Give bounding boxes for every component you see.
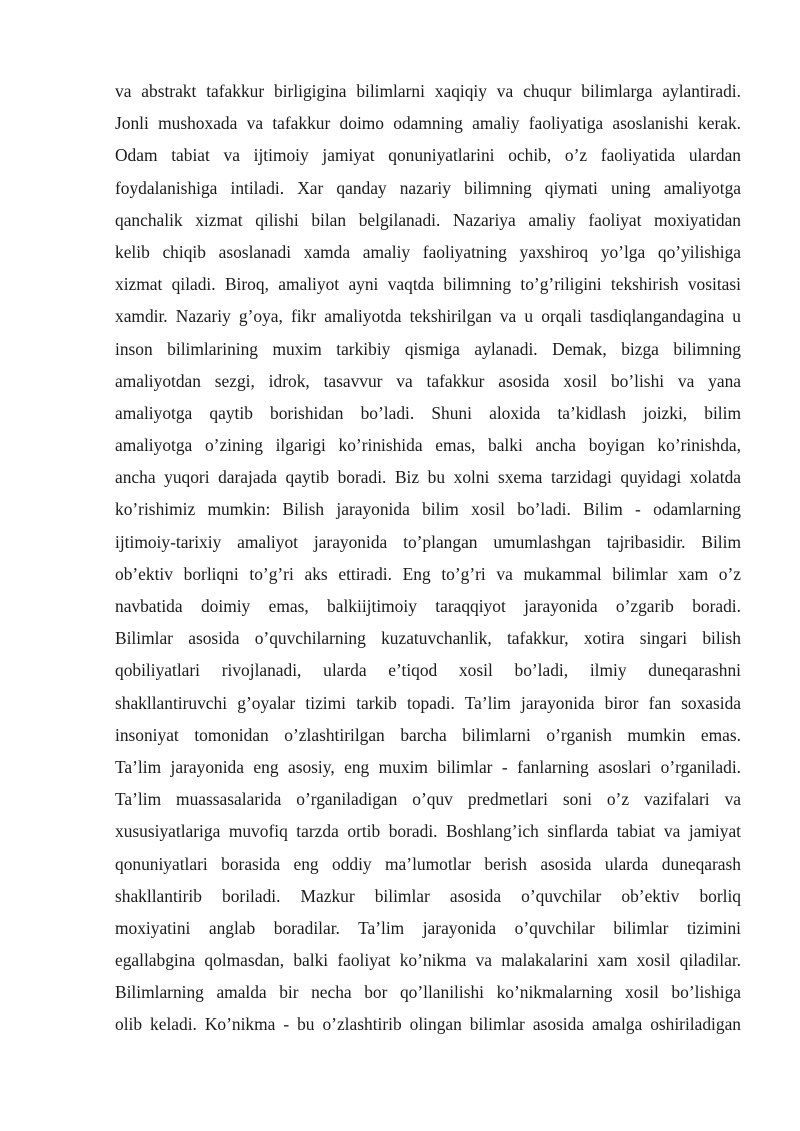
text-line: ancha yuqori darajada qaytib boradi. Biz bu xolni sxema tarzidagi quyidagi xolatda	[115, 467, 741, 488]
text-line: xususiyatlariga muvofiq tarzda ortib boradi. Boshlang’ich sinflarda tabiat va jamiyat	[115, 821, 741, 842]
text-line: shakllantiruvchi g’oyalar tizimi tarkib topadi. Ta’lim jarayonida biror fan soxasida	[115, 692, 741, 713]
text-line: inson bilimlarining muxim tarkibiy qismiga aylanadi. Demak, bizga bilimning	[115, 338, 741, 359]
text-line: shakllantirib boriladi. Mazkur bilimlar asosida o’quvchilar ob’ektiv borliq	[115, 885, 741, 906]
text-line: xizmat qiladi. Biroq, amaliyot ayni vaqtda bilimning to’g’riligini tekshirish vositasi	[115, 274, 741, 295]
text-line: amaliyotdan sezgi, idrok, tasavvur va tafakkur asosida xosil bo’lishi va yana	[115, 370, 741, 391]
text-line: xamdir. Nazariy g’oya, fikr amaliyotda tekshirilgan va u orqali tasdiqlangandagina u	[115, 306, 741, 327]
text-line: kelib chiqib asoslanadi xamda amaliy faoliyatning yaxshiroq yo’lga qo’yilishiga	[115, 241, 741, 262]
text-line: insoniyat tomonidan o’zlashtirilgan barcha bilimlarni o’rganish mumkin emas.	[115, 724, 741, 745]
text-line: egallabgina qolmasdan, balki faoliyat ko’nikma va malakalarini xam xosil qiladilar.	[115, 950, 741, 971]
text-line: Ta’lim jarayonida eng asosiy, eng muxim bilimlar - fanlarning asoslari o’rganiladi.	[115, 756, 741, 777]
text-line: qanchalik xizmat qilishi bilan belgilanadi. Nazariya amaliy faoliyat moxiyatidan	[115, 209, 741, 230]
text-line: Odam tabiat va ijtimoiy jamiyat qonuniyatlarini ochib, o’z faoliyatida ulardan	[115, 145, 741, 166]
text-line: qonuniyatlari borasida eng oddiy ma’lumotlar berish asosida ularda duneqarash	[115, 853, 741, 874]
text-line: amaliyotga o’zining ilgarigi ko’rinishida emas, balki ancha boyigan ko’rinishda,	[115, 435, 741, 456]
text-line: Jonli mushoxada va tafakkur doimo odamning amaliy faoliyatiga asoslanishi kerak.	[115, 113, 741, 134]
text-line: qobiliyatlari rivojlanadi, ularda e’tiqod xosil bo’ladi, ilmiy duneqarashni	[115, 660, 741, 681]
text-line: ob’ektiv borliqni to’g’ri aks ettiradi. Eng to’g’ri va mukammal bilimlar xam o’z	[115, 563, 741, 584]
text-line: amaliyotga qaytib borishidan bo’ladi. Shuni aloxida ta’kidlash joizki, bilim	[115, 402, 741, 423]
text-line: foydalanishiga intiladi. Xar qanday nazariy bilimning qiymati uning amaliyotga	[115, 177, 741, 198]
text-line: ijtimoiy-tarixiy amaliyot jarayonida to’plangan umumlashgan tajribasidir. Bilim	[115, 531, 741, 552]
text-line: Bilimlar asosida o’quvchilarning kuzatuvchanlik, tafakkur, xotira singari bilish	[115, 628, 741, 649]
text-line: va abstrakt tafakkur birligigina bilimlarni xaqiqiy va chuqur bilimlarga aylantiradi.	[115, 81, 741, 101]
text-line: Ta’lim muassasalarida o’rganiladigan o’quv predmetlari soni o’z vazifalari va	[115, 789, 741, 810]
text-line: navbatida doimiy emas, balkiijtimoiy taraqqiyot jarayonida o’zgarib boradi.	[115, 596, 741, 616]
text-line: moxiyatini anglab boradilar. Ta’lim jarayonida o’quvchilar bilimlar tizimini	[115, 917, 741, 938]
text-line: Bilimlarning amalda bir necha bor qo’llanilishi ko’nikmalarning xosil bo’lishiga	[115, 982, 741, 1003]
text-line: ko’rishimiz mumkin: Bilish jarayonida bilim xosil bo’ladi. Bilim - odamlarning	[115, 499, 741, 520]
text-line: olib keladi. Ko’nikma - bu o’zlashtirib olingan bilimlar asosida amalga oshiriladigan	[115, 1014, 741, 1035]
body-text	[115, 75, 741, 1041]
